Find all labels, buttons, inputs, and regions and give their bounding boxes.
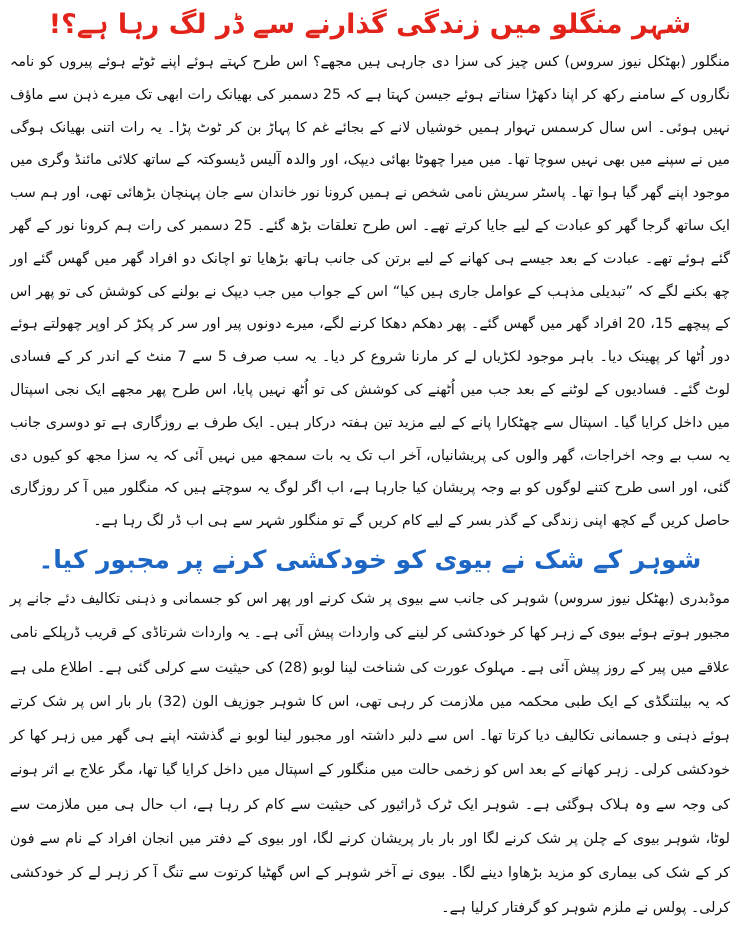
article-1-headline: شہر منگلو میں زندگی گذارنے سے ڈر لگ رہا ہے؟!	[48, 9, 692, 40]
article-1-body: منگلور (بھٹکل نیوز سروس) کس چیز کی سزا دی جارہی ہیں مجھے؟ اس طرح کہتے ہوئے اپنے ٹوٹے ہوئے پیروں کو نامہ نگاروں کے سامنے رکھ کر اپنا دکھڑا سناتے ہوئے جیسن کہتا ہے کہ 25 دسمبر کی بھیانک رات ابھی تک میرے ذہن سے ماؤف نہیں ہوئی۔ اس سال کرسمس تہوار ہمیں خوشیاں لانے کے بجائے غم کا پہاڑ بن کر ٹوٹ پڑا۔ یہ رات اتنی بھیانک ہوگی میں نے سپنے میں بھی نہیں سوچا تھا۔ میں میرا چھوٹا بھائی دیپک، اور والدہ آلیس ڈیسوکتہ کے ساتھ کلائی مائنڈ وگری میں موجود اپنے گھر گیا ہوا تھا۔ پاسٹر سریش نامی شخص نے ہمیں کرونا نور خاندان سے جان پہنچان بڑھائی تھی، اور ہم سب ایک ساتھ گرجا گھر کو عبادت کے لیے جایا کرتے تھے۔ اس طرح تعلقات بڑھ گئے۔ 25 دسمبر کی رات ہم کرونا نور کے گھر گئے ہوئے تھے۔ عبادت کے بعد جیسے ہی کھانے کے لیے برتن کی جانب ہاتھ بڑھایا تو اچانک دو افراد گھر میں گھس گئے اور چھ بکنے لگے کہ ”تبدیلی مذہب کے عوامل جاری ہیں کیا“ اس کے جواب میں جب دیپک نے بولنے کی کوشش کی تو پھر اس کے پیچھے 15، 20 افراد گھر میں گھس گئے۔ پھر دھکم دھکا کرنے لگے، میرے دونوں پیر اور سر کر پکڑ کر اوپر چھولتے ہوئے دور اُٹھا کر پھینک دیا۔ باہر موجود لکڑیاں لے کر مارنا شروع کر دیا۔ یہ سب صرف 5 سے 7 منٹ کے اندر کر کے فسادی لوٹ گئے۔ فسادیوں کے لوٹنے کے بعد جب میں اُٹھنے کی کوشش کی تو اُٹھ نہیں پایا، اس طرح پھر مجھے ایک نجی اسپتال میں داخل کرایا گیا۔ اسپتال سے چھٹکارا پانے کے لیے مزید تین ہفتہ درکار ہیں۔ ایک طرف بے روزگاری ہے تو دوسری جانب یہ سب بے وجہ اخراجات، گھر والوں کی پریشانیاں، آخر اب تک یہ بات سمجھ میں نہیں آئی کہ یہ سزا مجھ کو کیوں دی گئی، اور اسی طرح کتنے لوگوں کو بے وجہ پریشان کیا جارہا ہے، اب اگر لوگ یہ سوچتے ہیں کہ منگلور میں آ کر روزگاری حاصل کریں گے کچھ اپنی زندگی کے گذر بسر کے لیے کام کریں گے تو منگلور شہر سے ہی اب ڈر لگ رہا ہے۔	[10, 54, 731, 530]
article-2-body: موڈبدری (بھٹکل نیوز سروس) شوہر کی جانب سے بیوی پر شک کرنے اور پھر اس کو جسمانی و ذہنی تکالیف دئے جانے پر مجبور ہوتے ہوئے بیوی کے زہر کھا کر خودکشی کر لینے کی واردات پیش آئی ہے۔ یہ واردات شرتاڈی کے قریب ڈرپلکے نامی علاقے میں پیر کے روز پیش آئی ہے۔ مہلوک عورت کی شناخت لینا لوبو (28) کی حیثیت سے کرلی گئی ہے۔ اطلاع ملی ہے کہ یہ بیلتنگڈی کے ایک طبی محکمہ میں ملازمت کر رہی تھی، اس کا شوہر جوزیف الون (32) بار بار اس پر شک کرتے ہوئے ذہنی و جسمانی تکالیف دیا کرتا تھا۔ اس سے دلبر داشتہ اور مجبور لینا لوبو نے گذشتہ اپنے ہی گھر میں زہر کھا کر خودکشی کرلی۔ زہر کھانے کے بعد اس کو زخمی حالت میں منگلور کے اسپتال میں داخل کرایا گیا تھا، مگر علاج بے اثر ہونے کی وجہ سے وہ ہلاک ہوگئی ہے۔ شوہر ایک ٹرک ڈرائیور کی حیثیت سے کام کر رہا ہے، اب حال ہی میں ملازمت سے لوٹا، شوہر بیوی کے چلن پر شک کرنے لگا اور بار بار پریشان کرنے لگا، اور بیوی کے دفتر میں انجان افراد کے نام سے فون کر کے شک کی بیماری کو مزید بڑھاوا دینے لگا۔ بیوی نے آخر شوہر کے اس گھٹیا کرتوت سے تنگ آ کر زہر لے کر خودکشی کرلی۔ پولس نے ملزم شوہر کو گرفتار کرلیا ہے۔	[10, 590, 730, 916]
article-2-headline: شوہر کے شک نے بیوی کو خودکشی کرنے پر مجبور کیا۔	[38, 544, 702, 574]
